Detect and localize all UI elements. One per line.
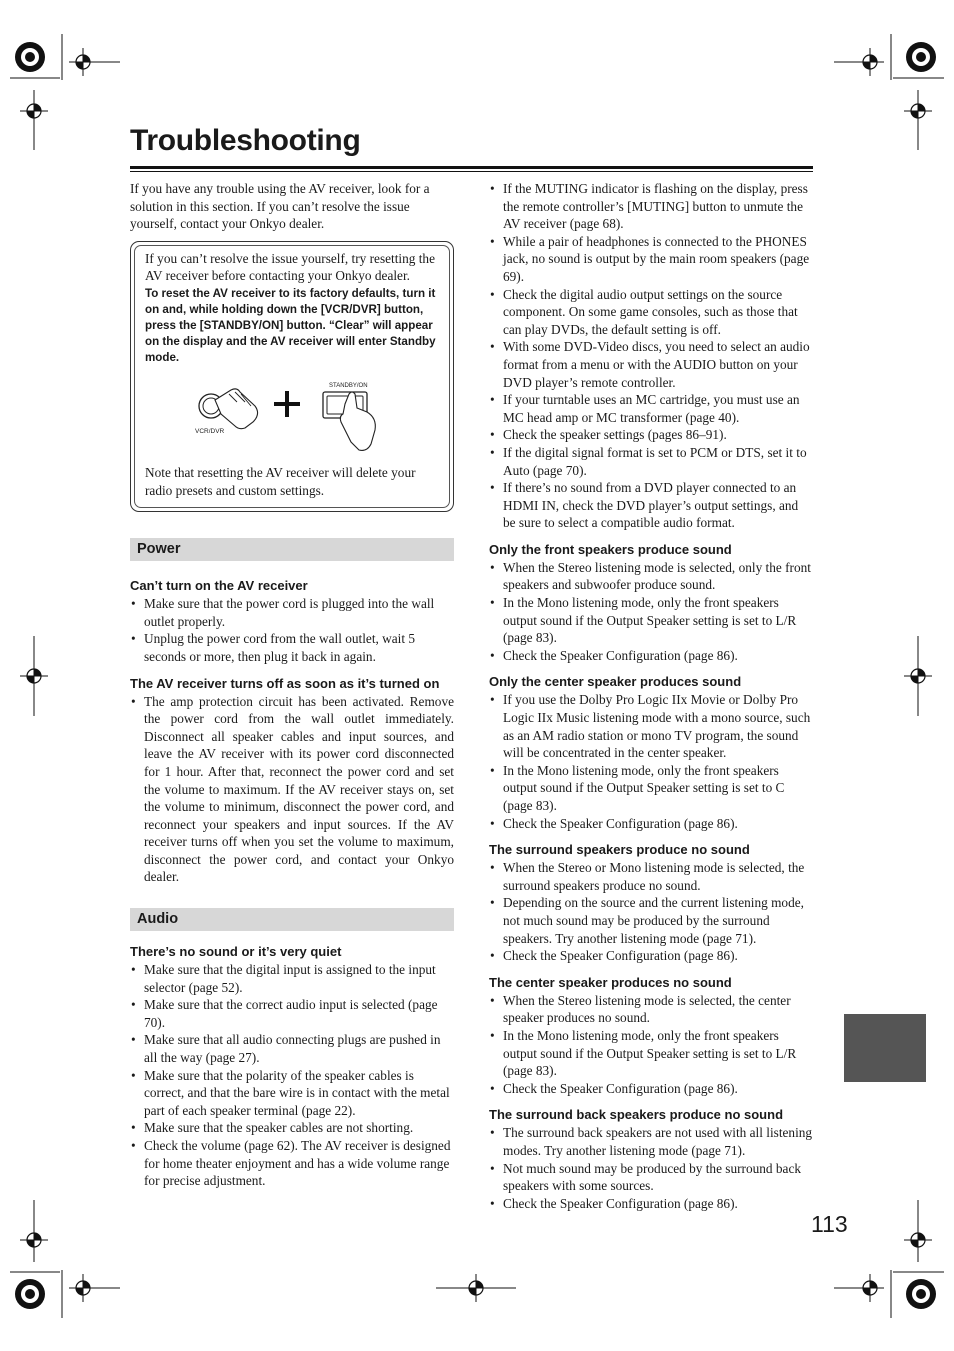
- list-item: • In the Mono listening mode, only the front speakers output sound if the Output Speaker setting is set to L/R (page 83).: [489, 594, 814, 647]
- audio-list-1: [130, 961, 454, 1190]
- standby-label: STANDBY/ON: [329, 382, 368, 389]
- list-item: • Make sure that the speaker cables are not shorting.: [130, 1119, 454, 1137]
- list-item: • Check the digital audio output settings on the source component. On some game consoles, such as those that can play DVDs, the default setting is off.: [489, 286, 814, 339]
- center-none-list: [489, 992, 814, 1098]
- list-item: • Make sure that the power cord is plugged into the wall outlet properly.: [130, 595, 454, 630]
- list-item: • Not much sound may be produced by the surround back speakers with some sources.: [489, 1160, 814, 1195]
- section-side-tab: [844, 1014, 926, 1082]
- audio-list-continued: [489, 180, 814, 532]
- subheading-cant-turn-on: Can’t turn on the AV receiver: [130, 578, 308, 594]
- list-item: • Check the Speaker Configuration (page 86).: [489, 947, 814, 965]
- subheading-center-none: The center speaker produces no sound: [489, 974, 732, 990]
- page-title: Troubleshooting: [130, 124, 361, 157]
- list-item: • Make sure that all audio connecting plugs are pushed in all the way (page 27).: [130, 1031, 454, 1066]
- list-item: • Make sure that the digital input is assigned to the input selector (page 52).: [130, 961, 454, 996]
- surround-back-none-list: [489, 1124, 814, 1212]
- vcr-dvr-button-icon: [199, 389, 258, 429]
- surround-none-list: [489, 859, 814, 965]
- section-heading-power: Power: [130, 538, 454, 561]
- reset-instructions: To reset the AV receiver to its factory defaults, turn it on and, while holding down the [VCR/DVR] button, press the [STANDBY/ON] button. “Clear” will appear on the display and the AV receiver will enter Standby mode.: [145, 286, 436, 364]
- list-item: • Check the speaker settings (pages 86–91).: [489, 426, 814, 444]
- list-item: • While a pair of headphones is connected to the PHONES jack, no sound is output by the main room speakers (page 69).: [489, 233, 814, 286]
- list-item: • If your turntable uses an MC cartridge, you must use an MC head amp or MC transformer (page 40).: [489, 391, 814, 426]
- subheading-front-only: Only the front speakers produce sound: [489, 541, 732, 557]
- subheading-no-sound: There’s no sound or it’s very quiet: [130, 944, 342, 960]
- subheading-surround-none: The surround speakers produce no sound: [489, 842, 750, 858]
- right-column: [489, 180, 814, 1212]
- list-item: • Unplug the power cord from the wall outlet, wait 5 seconds or more, then plug it back in again.: [130, 630, 454, 665]
- reset-box: [130, 241, 454, 512]
- front-only-list: [489, 559, 814, 665]
- list-item: • If you use the Dolby Pro Logic IIx Movie or Dolby Pro Logic IIx Music listening mode with a mono source, such as an AM radio station or mono TV program, the sound will be concentrated in the center speaker.: [489, 691, 814, 761]
- left-column: [130, 180, 454, 1190]
- list-item: • Depending on the source and the current listening mode, not much sound may be produced by the surround speakers. Try another listening mode (page 71).: [489, 894, 814, 947]
- list-item: • If the digital signal format is set to PCM or DTS, set it to Auto (page 70).: [489, 444, 814, 479]
- list-item: • Check the Speaker Configuration (page 86).: [489, 815, 814, 833]
- list-item: • If there’s no sound from a DVD player connected to an HDMI IN, check the DVD player’s output settings, and be sure to select a compatible audio format.: [489, 479, 814, 532]
- list-item: • The amp protection circuit has been activated. Remove the power cord from the wall outlet immediately. Disconnect all speaker cables and input sources, and leave the AV receiver with its power cord disconnected for 1 hour. After that, reconnect the power cord and set the volume to maximum. If the AV receiver stays on, set the volume to minimum, disconnect the power cord, and reconnect your speakers and input sources. If the AV receiver turns off when you set the volume to maximum, disconnect the power cord, and contact your Onkyo dealer.: [130, 693, 454, 887]
- list-item: • In the Mono listening mode, only the front speakers output sound if the Output Speaker setting is set to C (page 83).: [489, 762, 814, 815]
- vcr-dvr-label: VCR/DVR: [195, 427, 225, 435]
- intro-paragraph: If you have any trouble using the AV receiver, look for a solution in this section. If you can’t resolve the issue yourself, contact your Onkyo dealer.: [130, 181, 430, 232]
- list-item: • Check the Speaker Configuration (page 86).: [489, 1195, 814, 1213]
- center-only-list: [489, 691, 814, 832]
- list-item: • With some DVD-Video discs, you need to select an audio format from a menu or with the AUDIO button on your DVD player’s remote controller.: [489, 338, 814, 391]
- subheading-center-only: Only the center speaker produces sound: [489, 674, 742, 690]
- list-item: • When the Stereo listening mode is selected, only the front speakers and subwoofer produce sound.: [489, 559, 814, 594]
- button-press-illustration: [145, 372, 445, 458]
- list-item: • Make sure that the correct audio input is selected (page 70).: [130, 996, 454, 1031]
- list-item: • Make sure that the polarity of the speaker cables is correct, and that the bare wire is in contact with the metal part of each speaker terminal (page 22).: [130, 1067, 454, 1120]
- list-item: • In the Mono listening mode, only the front speakers output sound if the Output Speaker setting is set to L/R (page 83).: [489, 1027, 814, 1080]
- subheading-turns-off: The AV receiver turns off as soon as it’s turned on: [130, 675, 440, 691]
- list-item: • If the MUTING indicator is flashing on the display, press the remote controller’s [MUTING] button to unmute the AV receiver (page 68).: [489, 180, 814, 233]
- standby-button-icon: [323, 392, 375, 450]
- subheading-surround-back-none: The surround back speakers produce no sound: [489, 1107, 784, 1123]
- list-item: • Check the Speaker Configuration (page 86).: [489, 647, 814, 665]
- plus-icon: [274, 391, 300, 417]
- list-item: • When the Stereo or Mono listening mode is selected, the surround speakers produce no sound.: [489, 859, 814, 894]
- list-item: • When the Stereo listening mode is selected, the center speaker produces no sound.: [489, 992, 814, 1027]
- list-item: • The surround back speakers are not used with all listening modes. Try another listening mode (page 71).: [489, 1124, 814, 1159]
- section-heading-audio: Audio: [130, 908, 454, 931]
- list-item: • Check the volume (page 62). The AV receiver is designed for home theater enjoyment and has a wide volume range for precise adjustment.: [130, 1137, 454, 1190]
- reset-intro-text: If you can’t resolve the issue yourself, try resetting the AV receiver before contacting your Onkyo dealer.: [145, 250, 435, 284]
- page-number: 113: [811, 1211, 848, 1237]
- reset-box-inner: [134, 245, 450, 508]
- power-list-1: [130, 595, 454, 665]
- title-rule-thin: [130, 171, 813, 172]
- title-rule: [130, 166, 813, 169]
- reset-illustration: [145, 372, 441, 458]
- list-item: • Check the Speaker Configuration (page 86).: [489, 1080, 814, 1098]
- reset-note: Note that resetting the AV receiver will delete your radio presets and custom settings.: [145, 464, 416, 498]
- power-list-2: [130, 693, 454, 887]
